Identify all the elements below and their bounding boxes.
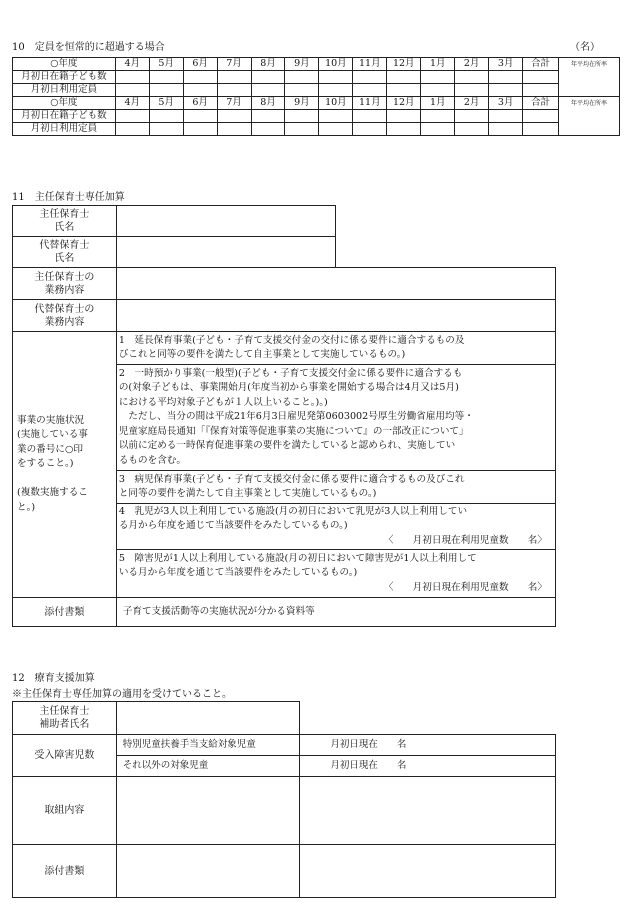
data-cell[interactable] [251, 110, 285, 123]
month-header: 4月 [115, 58, 149, 71]
other-children-label: それ以外の対象児童 [116, 756, 300, 777]
attachments-field-a[interactable] [116, 845, 300, 898]
month-header: 11月 [353, 58, 387, 71]
data-cell[interactable] [251, 71, 285, 84]
section10-unit: （名） [570, 42, 600, 53]
month-header: 12月 [387, 58, 421, 71]
avg-rate-header: 年平均在所率 [559, 58, 620, 97]
data-cell[interactable] [387, 84, 421, 97]
data-cell[interactable] [421, 84, 455, 97]
head-teacher-name-field[interactable] [116, 206, 335, 237]
month-header: 8月 [251, 97, 285, 110]
substitute-duties-field[interactable] [116, 300, 555, 332]
program-status-label: 事業の実施状況 (実施している事 業の番号に○印 をすること。) (複数実施するこ と。) [13, 332, 117, 598]
month-header: 7月 [217, 97, 251, 110]
substitute-name-label: 代替保育士 氏名 [13, 237, 117, 268]
assistant-name-label: 主任保育士 補助者氏名 [13, 702, 117, 735]
data-cell[interactable] [489, 123, 523, 136]
data-cell[interactable] [285, 71, 319, 84]
data-cell[interactable] [523, 123, 559, 136]
avg-rate-header: 年平均在所率 [559, 97, 620, 136]
data-cell[interactable] [183, 71, 217, 84]
data-cell[interactable] [387, 123, 421, 136]
month-header: 11月 [353, 97, 387, 110]
data-cell[interactable] [523, 71, 559, 84]
program-item-5[interactable]: 5 障害児が1人以上利用している施設(月の初日において障害児が1人以上利用して いる月から年度を通じて当該要件をみたしているもの。) 〈 月初日現在利用児童数 名〉 [116, 550, 555, 598]
data-cell[interactable] [115, 71, 149, 84]
month-header: 6月 [183, 97, 217, 110]
program-item-3[interactable]: 3 病児保育事業(子ども・子育て支援交付金に係る要件に適合するもの及びこれ と同等の要件を満たして自主事業として実施しているもの。) [116, 471, 555, 504]
assistant-name-field[interactable] [116, 702, 299, 735]
substitute-duties-label: 代替保育士の 業務内容 [13, 300, 117, 332]
data-cell[interactable] [489, 84, 523, 97]
data-cell[interactable] [115, 123, 149, 136]
data-cell[interactable] [217, 123, 251, 136]
data-cell[interactable] [455, 71, 489, 84]
enrolled-children-label: 月初日在籍子ども数 [13, 71, 116, 84]
data-cell[interactable] [285, 84, 319, 97]
data-cell[interactable] [149, 123, 183, 136]
data-cell[interactable] [353, 84, 387, 97]
data-cell[interactable] [353, 123, 387, 136]
month-header: 4月 [115, 97, 149, 110]
data-cell[interactable] [421, 123, 455, 136]
section11-title: 11 主任保育士専任加算 [12, 192, 125, 203]
capacity-label: 月初日利用定員 [13, 123, 116, 136]
special-allowance-count[interactable]: 月初日現在 名 [300, 735, 556, 756]
month-header: 12月 [387, 97, 421, 110]
data-cell[interactable] [455, 84, 489, 97]
data-cell[interactable] [455, 123, 489, 136]
data-cell[interactable] [183, 110, 217, 123]
program-item-4[interactable]: 4 乳児が3人以上利用している施設(月の初日において乳児が3人以上利用してい る月から年度を通じて当該要件をみたしているもの。) 〈 月初日現在利用児童数 名〉 [116, 504, 555, 550]
month-header: 9月 [285, 58, 319, 71]
data-cell[interactable] [115, 84, 149, 97]
data-cell[interactable] [149, 84, 183, 97]
data-cell[interactable] [353, 110, 387, 123]
program-item-2[interactable]: 2 一時預かり事業(一般型)(子ども・子育て支援交付金に係る要件に適合するも の(対象子どもは、事業開始月(年度当初から事業を開始する場合は4月又は5月) における平均対象子どもが１人以上いること。)。) ただし、当分の間は平成21年6月3日雇児発第0603002号厚生労働省雇用均等・ 児童家庭局長通知「『保育対策等促進事業の実施について』の一部改正について」 以前に定める一時保育促進事業の要件を満たしていると認められ、実施してい るものを含む。 [116, 365, 555, 471]
efforts-field-a[interactable] [116, 777, 300, 845]
disabled-children-label: 受入障害児数 [13, 735, 117, 777]
month-header: 1月 [421, 97, 455, 110]
capacity-label: 月初日利用定員 [13, 84, 116, 97]
data-cell[interactable] [115, 110, 149, 123]
data-cell[interactable] [183, 123, 217, 136]
head-teacher-name-table [12, 205, 336, 268]
data-cell[interactable] [217, 84, 251, 97]
special-allowance-label: 特別児童扶養手当支給対象児童 [116, 735, 300, 756]
data-cell[interactable] [489, 110, 523, 123]
data-cell[interactable] [217, 71, 251, 84]
data-cell[interactable] [149, 110, 183, 123]
data-cell[interactable] [353, 71, 387, 84]
assistant-name-table [12, 701, 300, 735]
section12-title: 12 療育支援加算 [12, 673, 95, 684]
disabled-count-line: 〈 月初日現在利用児童数 名〉 [383, 581, 547, 593]
data-cell[interactable] [523, 84, 559, 97]
data-cell[interactable] [523, 110, 559, 123]
month-header: 10月 [319, 58, 353, 71]
data-cell[interactable] [319, 71, 353, 84]
data-cell[interactable] [183, 84, 217, 97]
month-header: 8月 [251, 58, 285, 71]
infant-count-line: 〈 月初日現在利用児童数 名〉 [383, 534, 547, 546]
month-header: 5月 [149, 97, 183, 110]
program-status-table [12, 331, 556, 627]
month-header: 1月 [421, 58, 455, 71]
month-header: 7月 [217, 58, 251, 71]
data-cell[interactable] [251, 84, 285, 97]
therapy-support-table [12, 734, 556, 898]
efforts-field-b[interactable] [300, 777, 556, 845]
data-cell[interactable] [387, 110, 421, 123]
data-cell[interactable] [319, 123, 353, 136]
section10-title: 10 定員を恒常的に超過する場合 [12, 42, 165, 53]
month-header: 10月 [319, 97, 353, 110]
total-header: 合計 [523, 58, 559, 71]
month-header: 9月 [285, 97, 319, 110]
data-cell[interactable] [421, 110, 455, 123]
data-cell[interactable] [285, 123, 319, 136]
data-cell[interactable] [285, 110, 319, 123]
month-header: 3月 [489, 97, 523, 110]
data-cell[interactable] [217, 110, 251, 123]
program-item-1[interactable]: 1 延長保育事業(子ども・子育て支援交付金の交付に係る要件に適合するもの及 びこれと同等の要件を満たして自主事業として実施しているもの。) [116, 332, 555, 365]
month-header: 2月 [455, 58, 489, 71]
section12-note: ※主任保育士専任加算の適用を受けていること。 [12, 689, 232, 700]
total-header: 合計 [523, 97, 559, 110]
attachments-field-b[interactable] [300, 845, 556, 898]
enrolled-children-label: 月初日在籍子ども数 [13, 110, 116, 123]
data-cell[interactable] [319, 84, 353, 97]
efforts-label: 取組内容 [13, 777, 117, 845]
occupancy-table [12, 57, 620, 136]
month-header: 5月 [149, 58, 183, 71]
head-teacher-name-label: 主任保育士 氏名 [13, 206, 117, 237]
data-cell[interactable] [319, 110, 353, 123]
month-header: 2月 [455, 97, 489, 110]
data-cell[interactable] [251, 123, 285, 136]
data-cell[interactable] [387, 71, 421, 84]
data-cell[interactable] [455, 110, 489, 123]
attachment-value: 子育て支援活動等の実施状況が分かる資料等 [116, 598, 555, 627]
data-cell[interactable] [149, 71, 183, 84]
data-cell[interactable] [421, 71, 455, 84]
attachment-label: 添付書類 [13, 598, 117, 627]
data-cell[interactable] [489, 71, 523, 84]
attachments-label-12: 添付書類 [13, 845, 117, 898]
month-header: 6月 [183, 58, 217, 71]
substitute-name-field[interactable] [116, 237, 335, 268]
year-label[interactable]: ○年度 [13, 58, 116, 71]
head-teacher-duties-field[interactable] [116, 268, 555, 300]
other-children-count[interactable]: 月初日現在 名 [300, 756, 556, 777]
head-teacher-duties-label: 主任保育士の 業務内容 [13, 268, 117, 300]
year-label[interactable]: ○年度 [13, 97, 116, 110]
month-header: 3月 [489, 58, 523, 71]
